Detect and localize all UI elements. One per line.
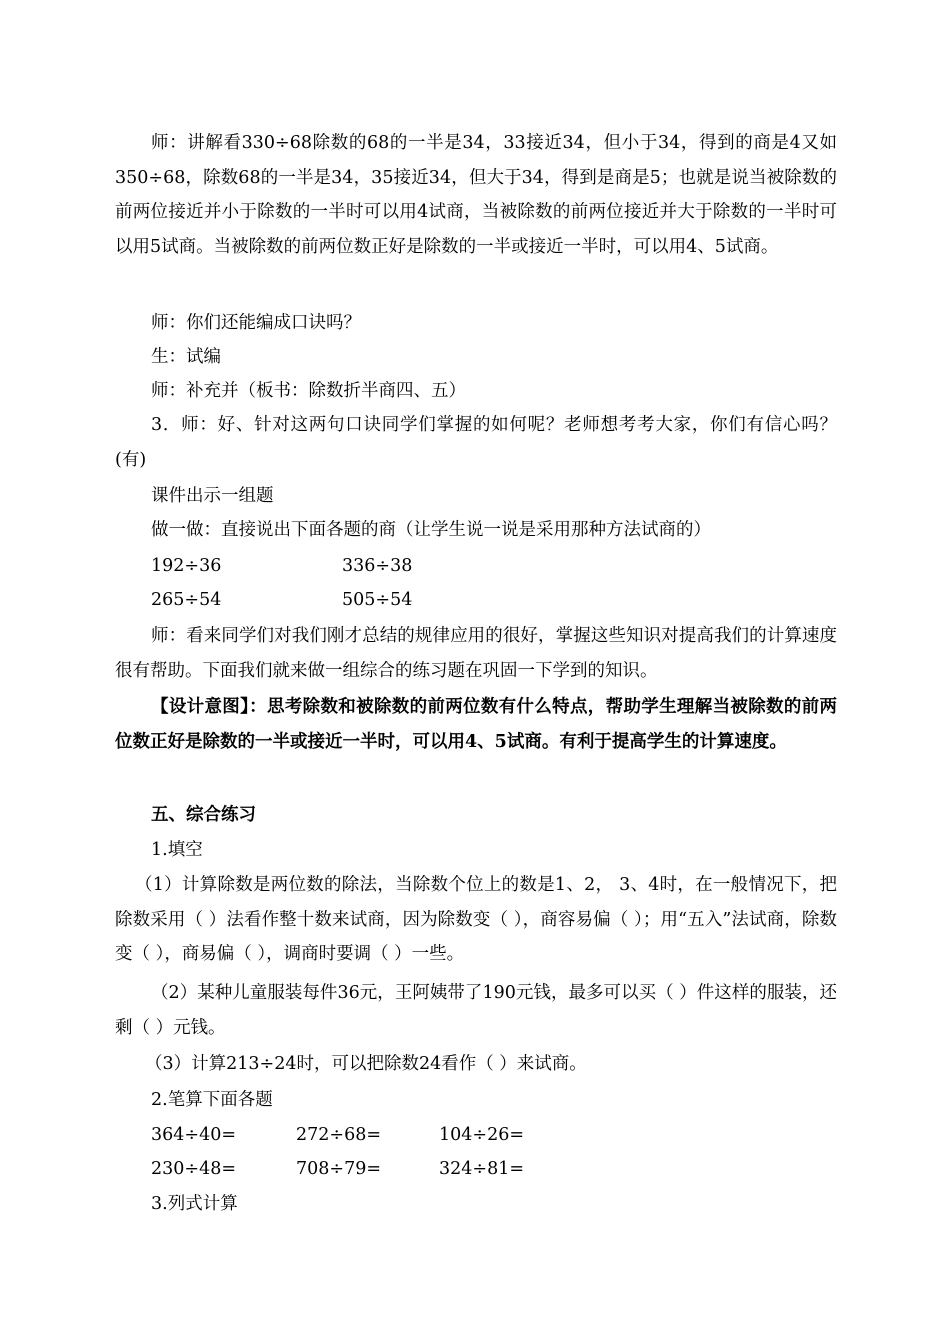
paragraph-teacher-question: 师：你们还能编成口诀吗？ (151, 313, 361, 333)
paragraph-teacher-explanation: 师：讲解看330÷68除数的68的一半是34，33接近34，但小于34，得到的商是4又如350÷68，除数68的一半是34，35接近34，但大于34，得到是商是5；也就是说当被除数的前两位接近并小于除数的一半时可以用4试商，当被除数的前两位接近并大于除数的一半时可以用5试商。当被除数的前两位数正好是除数的一半或接近一半时，可以用4、5试商。 (115, 133, 837, 257)
quiz2-item: 364÷40= (151, 1125, 236, 1145)
question-2: （2）某种儿童服装每件36元，王阿姨带了190元钱，最多可以买（ ）件这样的服装，还剩（ ）元钱。 (115, 983, 837, 1038)
paragraph-courseware: 课件出示一组题 (151, 486, 274, 506)
quiz2-item: 708÷79= (296, 1159, 381, 1179)
quiz1-item: 505÷54 (342, 590, 413, 610)
quiz2-item: 104÷26= (439, 1125, 524, 1145)
subheading-fill-blank: 1.填空 (151, 840, 203, 860)
paragraph-do-it: 做一做：直接说出下面各题的商（让学生说一说是采用那种方法试商的） (151, 520, 711, 540)
question-3: （3）计算213÷24时，可以把除数24看作（ ）来试商。 (145, 1054, 587, 1074)
section-heading-practice: 五、综合练习 (151, 805, 256, 825)
quiz2-item: 272÷68= (296, 1125, 381, 1145)
paragraph-blackboard: 师：补充并（板书：除数折半商四、五） (151, 381, 466, 401)
paragraph-design-intent: 【设计意图】：思考除数和被除数的前两位数有什么特点，帮助学生理解当被除数的前两位数正好是除数的一半或接近一半时，可以用4、5试商。有利于提高学生的计算速度。 (115, 697, 837, 752)
question-1: （1）计算除数是两位数的除法，当除数个位上的数是1、2， 3、4时，在一般情况下，把除数采用（ ）法看作整十数来试商，因为除数变（ ），商容易偏（ ）；用“五入”法试商，除数变（ ），商易偏（ ），调商时要调（ ）一些。 (115, 875, 837, 964)
quiz1-item: 192÷36 (151, 556, 222, 576)
paragraph-teacher-summary: 师：看来同学们对我们刚才总结的规律应用的很好，掌握这些知识对提高我们的计算速度很有帮助。下面我们就来做一组综合的练习题在巩固一下学到的知识。 (115, 626, 837, 681)
quiz1-item: 336÷38 (342, 556, 413, 576)
quiz2-item: 324÷81= (439, 1159, 524, 1179)
paragraph-teacher-test: 3．师：好、针对这两句口诀同学们掌握的如何呢？老师想考考大家，你们有信心吗？(有) (115, 415, 837, 470)
subheading-expression-calc: 3.列式计算 (151, 1194, 238, 1214)
quiz2-item: 230÷48= (151, 1159, 236, 1179)
quiz1-item: 265÷54 (151, 590, 222, 610)
subheading-written-calc: 2.笔算下面各题 (151, 1090, 273, 1110)
paragraph-student-reply: 生：试编 (151, 347, 221, 367)
